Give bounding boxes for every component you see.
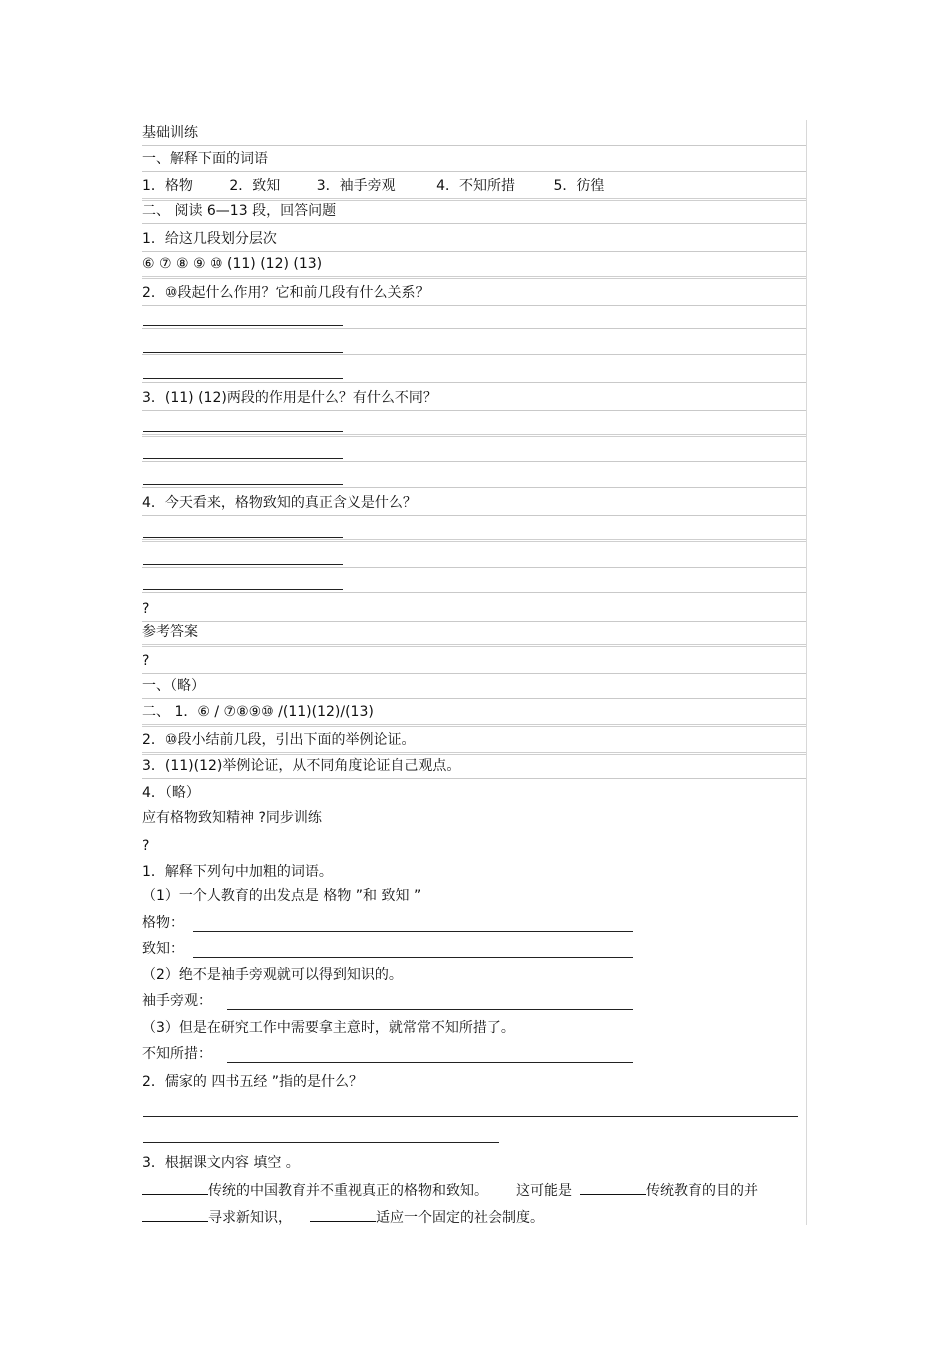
term-item: 4．不知所措 [436, 178, 516, 194]
fill-line-2: 寻求新知识， 适应一个固定的社会制度。 [142, 1205, 544, 1229]
answer-line[interactable] [143, 458, 343, 459]
term-item: 5．彷徨 [553, 178, 605, 194]
answer-line[interactable] [143, 325, 343, 326]
answer-4: 3．(11)(12)举例论证，从不同角度论证自己观点。 [142, 754, 806, 779]
answer-line[interactable] [143, 431, 343, 432]
question-1-items [142, 174, 806, 201]
sync-question-3: 3．根据课文内容 填空 。 [142, 1155, 300, 1171]
label-gewu: 格物： [142, 915, 184, 931]
fill-blank[interactable] [142, 1205, 208, 1222]
term-item: 3．袖手旁观 [316, 178, 396, 194]
right-margin-line [806, 120, 807, 1225]
label-xiushou: 袖手旁观： [142, 993, 212, 1009]
question-2-sub1: 1．给这几段划分层次 [142, 227, 806, 252]
answers-title: 参考答案 [142, 620, 806, 647]
term-item: 1．格物 [142, 178, 193, 194]
gewu-answer-line[interactable] [193, 931, 633, 932]
question-2-sub2: 2．⑩段起什么作用？它和前几段有什么关系？ [142, 281, 806, 306]
buzhi-answer-line[interactable] [227, 1062, 633, 1063]
question-2-sub4: 4．今天看来，格物致知的真正含义是什么？ [142, 491, 806, 516]
q2-answer-line[interactable] [143, 1116, 798, 1117]
answer-1: 一、（略） [142, 674, 806, 699]
answer-row [142, 358, 806, 383]
answer-line[interactable] [143, 484, 343, 485]
answer-line[interactable] [143, 589, 343, 590]
sync-title: 应有格物致知精神 ?同步训练 [142, 810, 322, 826]
term-item: 2．致知 [229, 178, 281, 194]
answer-2: 二、 1．⑥ / ⑦⑧⑨⑩ /(11)(12)/(13) [142, 700, 806, 727]
fill-line-1: 传统的中国教育并不重视真正的格物和致知。 这可能是 传统教育的目的并 [142, 1178, 758, 1202]
sentence-2: （2）绝不是袖手旁观就可以得到知识的。 [142, 967, 403, 983]
sync-question-1: 1．解释下列句中加粗的词语。 [142, 864, 333, 880]
answer-line[interactable] [143, 378, 343, 379]
q2-answer-line[interactable] [143, 1142, 499, 1143]
answer-row [142, 410, 806, 437]
answer-line[interactable] [143, 564, 343, 565]
sentence-3: （3）但是在研究工作中需要拿主意时，就常常不知所措了。 [142, 1020, 515, 1036]
sentence-1: （1）一个人教育的出发点是 格物 ”和 致知 ” [142, 888, 422, 904]
question-1-heading: 一、解释下面的词语 [142, 147, 806, 172]
answer-line[interactable] [143, 352, 343, 353]
paragraph-numbers: ⑥ ⑦ ⑧ ⑨ ⑩ (11) (12) (13) [142, 252, 806, 279]
sync-question-2: 2．儒家的 四书五经 ”指的是什么？ [142, 1074, 364, 1090]
xiushou-answer-line[interactable] [227, 1009, 633, 1010]
label-buzhi: 不知所措： [142, 1046, 212, 1062]
fill-blank[interactable] [580, 1178, 646, 1195]
fill-blank[interactable] [142, 1178, 208, 1195]
answer-line[interactable] [143, 537, 343, 538]
question-mark: ? [142, 649, 806, 674]
question-2-heading: 二、 阅读 6—13 段，回答问题 [142, 199, 806, 224]
fill-blank[interactable] [310, 1205, 376, 1222]
answer-3: 2．⑩段小结前几段，引出下面的举例论证。 [142, 728, 806, 755]
question-mark: ? [142, 838, 150, 854]
section-title: 基础训练 [142, 121, 806, 146]
question-mark: ? [142, 597, 806, 622]
zhizhi-answer-line[interactable] [193, 957, 633, 958]
question-2-sub3: 3．(11) (12)两段的作用是什么？有什么不同？ [142, 386, 806, 411]
label-zhizhi: 致知： [142, 941, 184, 957]
answer-5: 4．（略） [142, 785, 200, 801]
